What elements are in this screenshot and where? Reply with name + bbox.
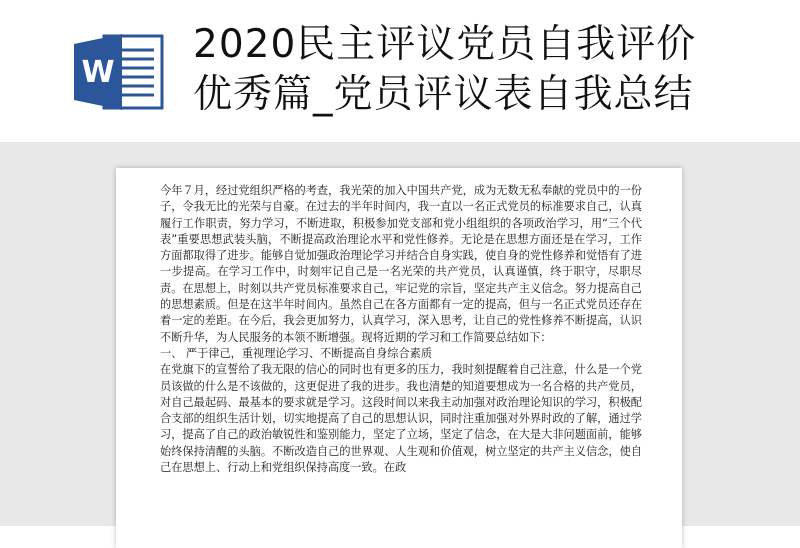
page-title bbox=[193, 20, 773, 120]
document-body bbox=[160, 183, 642, 476]
title-line-1: 2020民主评议党员自我评价 bbox=[193, 22, 697, 67]
paragraph-theory-study: 在党旗下的宣誓给了我无限的信心的同时也有更多的压力，我时刻提醒着自己注意，什么是一个党员该做的什么是不该做的，这更促进了我的进步。我也清楚的知道要想成为一名合格的共产党员，对自己最起码、最基本的要求就是学习。这段时间以来我主动加强对政治理论知识的学习，积极配合支部的组织生活计划，切实地提高了自己的思想认识，同时注重加强对外界时政的了解，通过学习，提高了自己的政治敏锐性和鉴别能力，坚定了立场，坚定了信念，在大是大非问题面前，能够始终保持清醒的头脑。不断改造自己的世界观、人生观和价值观，树立坚定的共产主义信念，使自己在思想上、行动上和党组织保持高度一致。在政 bbox=[160, 363, 642, 475]
word-document-icon bbox=[74, 34, 164, 110]
title-banner bbox=[0, 0, 800, 142]
paragraph-intro: 今年７月，经过党组织严格的考查，我光荣的加入中国共产党，成为无数无私奉献的党员中的一份子，令我无比的光荣与自豪。在过去的半年时间内，我一直以一名正式党员的标准要求自己，认真履行工作职责，努力学习，不断进取，积极参加党支部和党小组组织的各项政治学习，用“三个代表”重要思想武装头脑，不断提高政治理论水平和党性修养。无论是在思想方面还是在学习，工作方面都取得了进步。能够自觉加强政治理论学习并结合自身实践，使自身的党性修养和觉悟有了进一步提高。在学习工作中，时刻牢记自己是一名光荣的共产党员，认真谨慎，终于职守，尽职尽责。在思想上，时刻以共产党员标准要求自己，牢记党的宗旨，坚定共产主义信念。努力提高自己的思想素质。但是在这半年时间内。虽然自己在各方面都有一定的提高，但与一名正式党员还存在着一定的差距。在今后，我会更加努力，认真学习，深入思考，让自己的党性修养不断提高，认识不断升华，为人民服务的本领不断增强。现将近期的学习和工作简要总结如下： bbox=[160, 184, 642, 344]
title-line-2: 优秀篇_党员评议表自我总结 bbox=[193, 72, 694, 117]
section-heading: 一、 严于律己，重视理论学习、不断提高自身综合素质 bbox=[160, 346, 433, 360]
word-icon-letter: W bbox=[81, 55, 115, 90]
document-page bbox=[116, 168, 682, 548]
